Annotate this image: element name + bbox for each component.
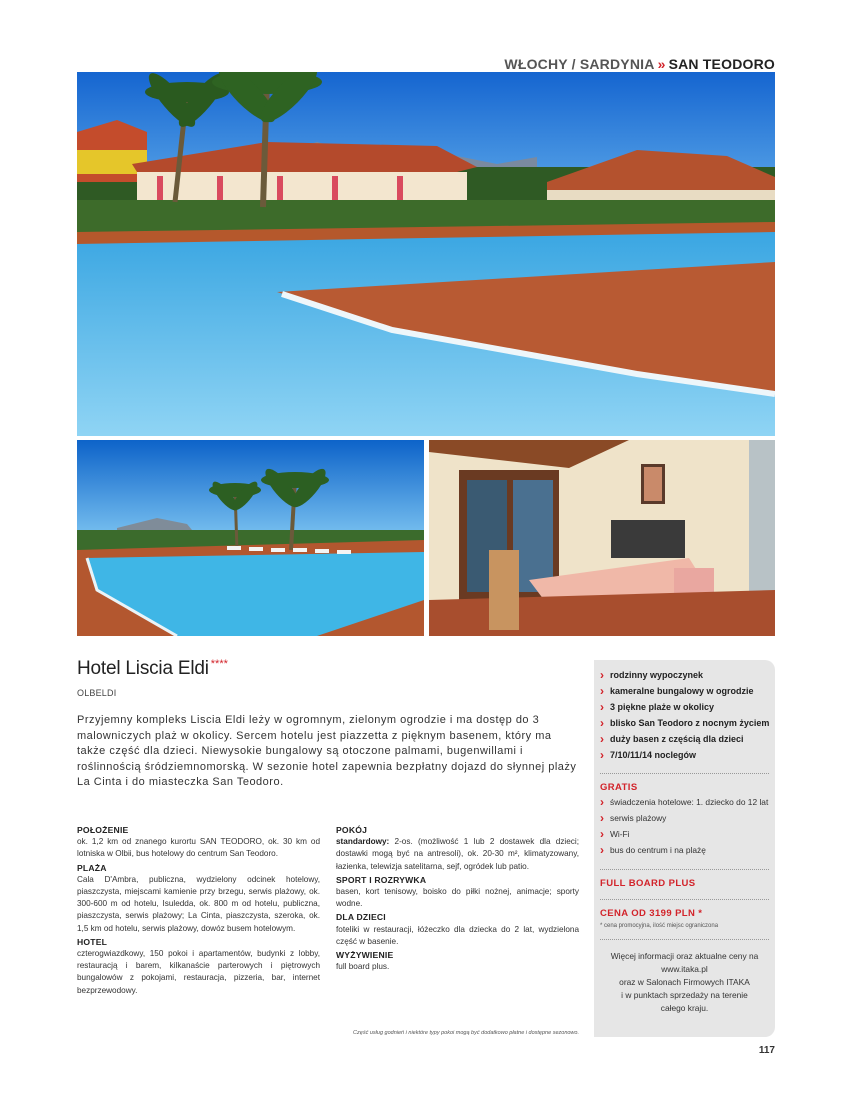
feature-item: › 7/10/11/14 noclegów [600,748,769,764]
location-heading: POŁOŻENIE [77,825,129,835]
hotel-heading: HOTEL [77,936,108,947]
more-info-line: Więcej informacji oraz aktualne ceny na [610,950,759,961]
kids-text: foteliki w restauracji, łóżeczko dla dziecka do 2 lat, wydzielona część w basenie. [336,924,579,946]
hotel-name: Hotel Liscia Eldi [77,658,209,679]
more-info [600,950,769,1015]
breadcrumb-region: WŁOCHY / SARDYNIA [504,56,655,72]
feature-item: › rodzinny wypoczynek [600,668,769,684]
footnote: Część usług godnień i niektóre typy pokoi mogą być dodatkowo płatne i dostępne sezonowo. [353,1030,579,1036]
beach-heading: PLAŻA [77,862,107,873]
gratis-heading: GRATIS [600,782,638,794]
board-heading: WYŻYWIENIE [336,950,394,961]
more-info-line: całego kraju. [660,1002,709,1013]
divider [600,773,769,774]
beach-text: Cala D'Ambra, publiczna, wydzielony odcinek hotelowy, piaszczysta, miejscami kamienie przy brzegu, serwis plażowy, ok. 300-600 m od hotelu, Isuledda, ok. 800 m od hotelu, publiczna, piaszczysta, serwis plażowy; La Cinta, piaszczysta, szeroka, ok. 1,5 km od hotelu, serwis plażowy, dowóz busem hotelowym. [77,874,320,933]
details-column-middle [336,823,579,973]
gratis-item: › Wi-Fi [600,827,769,843]
hotel-intro: Przyjemny kompleks Liscia Eldi leży w ogromnym, zielonym ogrodzie i ma dostęp do 3 malowniczych plaż w okolicy. Sercem hotelu jest piazzetta z pięknym basenem, który ma także część dla dzieci. Niewysokie bungalowy są otoczone palmami, bugenwillami i roślinnością śródziemnomorską. W sezonie hotel zapewnia bezpłatny dojazd do słynnej plaży La Cinta i do miasteczka San Teodoro. [77,714,577,788]
feature-item: › blisko San Teodoro z nocnym życiem [600,716,769,732]
breadcrumb-city: SAN TEODORO [668,56,775,72]
star-rating: **** [210,658,228,670]
board-type: FULL BOARD PLUS [600,877,696,889]
offer-panel [594,660,775,1037]
divider [600,899,769,900]
room-text [336,836,579,873]
room-heading: POKÓJ [336,825,368,835]
room-photo [429,440,775,636]
kids-heading: DLA DZIECI [336,912,386,923]
price: CENA OD 3199 PLN * [600,907,703,919]
hotel-title [77,658,228,680]
feature-item: › duży basen z częścią dla dzieci [600,732,769,748]
hotel-location: OLBELDI [77,688,117,698]
gratis-item: › świadczenia hotelowe: 1. dziecko do 12 lat [600,795,769,811]
breadcrumb-separator: » [657,56,666,72]
gratis-item: › serwis plażowy [600,811,769,827]
details-column-left [77,823,320,997]
board-text: full board plus. [336,962,390,972]
location-text: ok. 1,2 km od znanego kurortu SAN TEODORO, ok. 30 km od lotniska w Olbii, bus hotelowy do centrum San Teodoro. [77,837,320,859]
more-info-line: i w punktach sprzedaży na terenie [621,989,748,1000]
more-info-line: oraz w Salonach Firmowych ITAKA [619,976,750,987]
sport-text: basen, kort tenisowy, boisko do piłki nożnej, animacje; sporty wodne. [336,887,579,909]
main-resort-photo [77,72,775,436]
gratis-list [600,795,769,858]
room-type-label: standardowy: [336,837,390,847]
breadcrumb [504,56,775,72]
divider [600,869,769,870]
hotel-text: czterogwiazdkowy, 150 pokoi i apartamentów, budynki z lobby, restauracją i barem, kilkanaście parterowych i piętrowych bungalowów z pokojami, restauracja, pizzeria, bar, internet bezprzewodowy. [77,949,320,995]
feature-item: › 3 piękne plaże w okolicy [600,700,769,716]
gratis-item: › bus do centrum i na plażę [600,843,769,859]
page-number: 117 [758,1045,775,1056]
feature-item: › kameralne bungalowy w ogrodzie [600,684,769,700]
feature-list [600,668,769,763]
sport-heading: SPORT I ROZRYWKA [336,874,427,885]
price-note: * cena promocyjna, ilość miejsc ograniczona [600,922,719,929]
pool-photo [77,440,424,636]
website-link[interactable]: www.itaka.pl [661,963,708,974]
room-description: 2-os. (możliwość 1 lub 2 dostawek dla dzieci; dostawki mogą być na antresoli), ok. 20-30 m², klimatyzowany, łazienka, telewizja satelitarna, sejf, ogródek lub patio. [336,837,579,871]
divider [600,939,769,940]
